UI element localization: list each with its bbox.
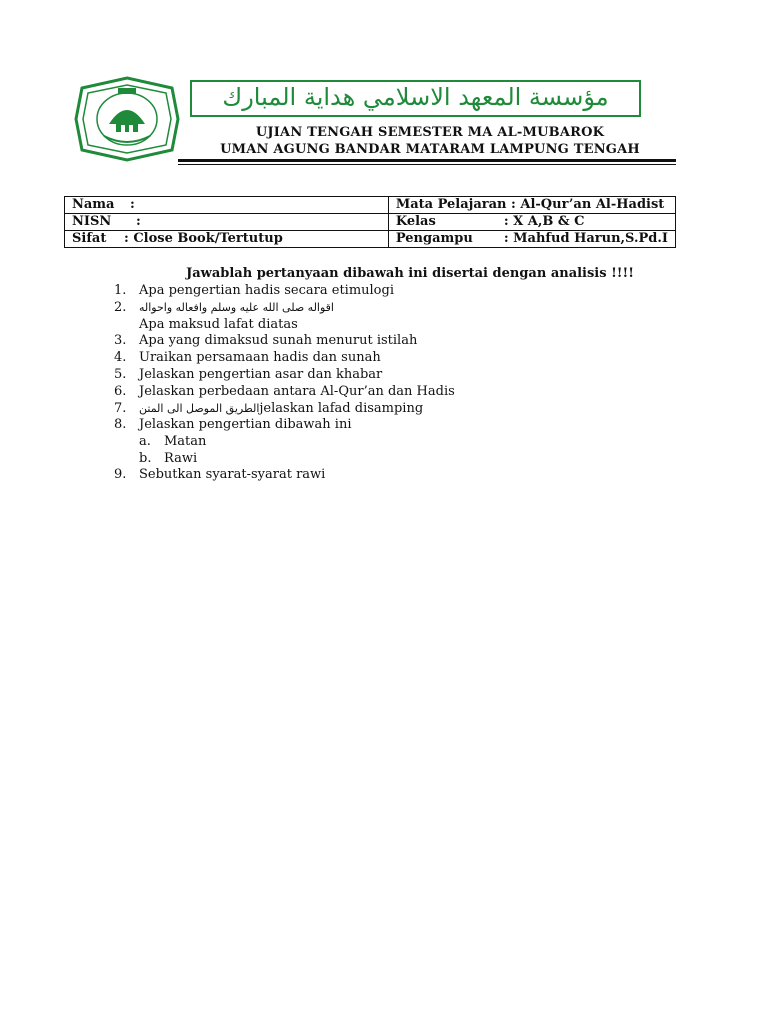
- nama-separator: :: [130, 197, 135, 212]
- pengampu-value: : Mahfud Harun,S.Pd.I: [503, 231, 668, 246]
- header-rule-thin: [178, 164, 676, 165]
- sub-item-text: Matan: [164, 434, 207, 449]
- sub-item-text: Rawi: [164, 451, 198, 466]
- exam-title: UJIAN TENGAH SEMESTER MA AL-MUBAROK: [255, 125, 605, 140]
- yayasan-logo-seal: [74, 76, 180, 162]
- school-address: UMAN AGUNG BANDAR MATARAM LAMPUNG TENGAH: [220, 142, 640, 157]
- info-row-3: [65, 231, 676, 248]
- question-number: 7.: [114, 401, 127, 416]
- sifat-value: : Close Book/Tertutup: [124, 231, 283, 246]
- arabic-banner: [190, 80, 641, 117]
- header-rule-thick: [178, 159, 676, 162]
- banner-arabic-text: مؤسسة المعهد الاسلامي هداية المبارك: [222, 83, 609, 111]
- info-row-1: [65, 197, 676, 214]
- nisn-cell: [65, 214, 389, 231]
- nama-label: Nama: [72, 197, 115, 212]
- question-arabic-text: الطريق الموصل الى المتن: [139, 402, 260, 415]
- mapel-value: : Al-Qur’an Al-Hadist: [511, 197, 665, 212]
- question-number: 2.: [114, 300, 127, 315]
- question-number: 4.: [114, 350, 127, 365]
- pengampu-cell: [388, 231, 675, 248]
- question-number: 5.: [114, 367, 127, 382]
- sifat-cell: [65, 231, 389, 248]
- question-text: Jelaskan pengertian asar dan khabar: [139, 367, 383, 382]
- sifat-label: Sifat: [72, 231, 107, 246]
- question-7-content: [139, 401, 423, 417]
- nisn-separator: :: [136, 214, 141, 229]
- kelas-cell: [388, 214, 675, 231]
- question-number: 8.: [114, 417, 127, 432]
- question-text: Apa yang dimaksud sunah menurut istilah: [139, 333, 418, 348]
- instruction-text: Jawablah pertanyaan dibawah ini disertai dengan analisis !!!!: [186, 266, 634, 281]
- info-row-2: [65, 214, 676, 231]
- sub-item-letter: b.: [139, 451, 152, 466]
- kelas-label: Kelas: [395, 214, 436, 229]
- question-text: Jelaskan perbedaan antara Al-Qur’an dan Hadis: [139, 384, 455, 399]
- question-number: 1.: [114, 283, 127, 298]
- question-number: 9.: [114, 467, 127, 482]
- question-text: Sebutkan syarat-syarat rawi: [139, 467, 326, 482]
- question-text: jelaskan lafad disamping: [259, 401, 424, 416]
- pengampu-label: Pengampu: [395, 231, 473, 246]
- question-text: Apa maksud lafat diatas: [139, 317, 298, 332]
- student-info-table: [64, 196, 676, 248]
- mapel-cell: [388, 197, 675, 214]
- question-number: 6.: [114, 384, 127, 399]
- nisn-label: NISN: [72, 214, 112, 229]
- nama-cell: [65, 197, 389, 214]
- question-arabic-text: اقواله صلى الله عليه وسلم وافعاله واحواله: [139, 301, 334, 314]
- sub-item-letter: a.: [139, 434, 151, 449]
- question-number: 3.: [114, 333, 127, 348]
- mapel-label: Mata Pelajaran: [395, 197, 507, 212]
- kelas-value: : X A,B & C: [503, 214, 585, 229]
- question-text: Apa pengertian hadis secara etimulogi: [139, 283, 394, 298]
- question-text: Jelaskan pengertian dibawah ini: [139, 417, 352, 432]
- question-text: Uraikan persamaan hadis dan sunah: [139, 350, 381, 365]
